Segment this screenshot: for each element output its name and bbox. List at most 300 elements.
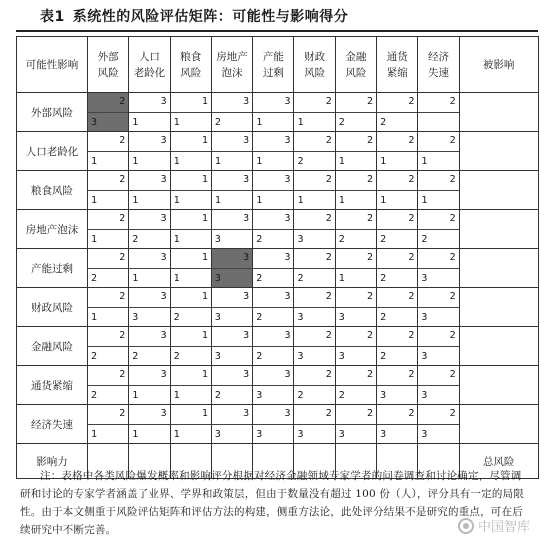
probability-score: 3 [297, 312, 304, 323]
matrix-cell [335, 171, 376, 210]
column-header-label [387, 49, 408, 81]
cell-divider [377, 190, 417, 191]
matrix-cell [211, 327, 252, 366]
matrix-cell [253, 171, 294, 210]
cell-divider [294, 346, 334, 347]
matrix-cell [377, 366, 418, 405]
affected-cell [459, 210, 538, 249]
cell-divider [418, 229, 458, 230]
affected-cell [459, 132, 538, 171]
cell-divider [294, 307, 334, 308]
impact-score: 2 [367, 96, 374, 107]
impact-score: 2 [449, 213, 456, 224]
column-header [377, 37, 418, 93]
cell-divider [171, 346, 211, 347]
probability-score: 2 [421, 234, 428, 245]
matrix-cell [294, 249, 335, 288]
cell-divider [377, 151, 417, 152]
matrix-cell [253, 210, 294, 249]
impact-score: 1 [201, 174, 208, 185]
probability-score: 2 [297, 273, 304, 284]
probability-score: 1 [91, 156, 98, 167]
impact-score: 2 [325, 408, 332, 419]
affected-cell [459, 93, 538, 132]
probability-score: 1 [421, 156, 428, 167]
impact-score: 2 [408, 252, 415, 263]
matrix-cell [129, 132, 170, 171]
matrix-cell [129, 93, 170, 132]
probability-score: 3 [338, 312, 345, 323]
cell-divider [212, 385, 252, 386]
note-text: 注：表格中各类风险爆发概率和影响评分根据对经济金融领域专家学者的问卷调查和讨论确定，尽管调研和讨论的专家学者涵盖了业界、学界和政策层，但由于数量没有超过 100 份（人），评分具有一定的局限性。由于本文侧重于风险评估矩阵和评估方法的构建，侧重方法论，此处评分结果不是研究的重点，可在后续研究中不断完善。 [20, 470, 524, 536]
matrix-cell [418, 93, 459, 132]
impact-score: 3 [160, 135, 167, 146]
table-title [40, 6, 348, 26]
matrix-cell [170, 366, 211, 405]
matrix-cell [170, 210, 211, 249]
matrix-cell [88, 132, 129, 171]
top-rule [16, 30, 538, 32]
column-header-line2: 风险 [97, 66, 119, 79]
impact-score: 3 [284, 135, 291, 146]
column-header [211, 37, 252, 93]
impact-score: 2 [119, 252, 126, 263]
impact-score: 2 [449, 291, 456, 302]
cell-divider [88, 346, 128, 347]
matrix-cell [377, 405, 418, 444]
column-header-line1: 通货 [386, 50, 408, 63]
impact-score: 3 [160, 369, 167, 380]
matrix-cell [253, 132, 294, 171]
probability-score: 1 [214, 156, 221, 167]
matrix-cell [294, 288, 335, 327]
cell-divider [336, 151, 376, 152]
probability-score: 1 [132, 117, 139, 128]
cell-divider [88, 190, 128, 191]
table-row [17, 132, 539, 171]
cell-divider [88, 268, 128, 269]
column-header-label [98, 49, 119, 81]
impact-score: 1 [201, 408, 208, 419]
matrix-cell [211, 93, 252, 132]
impact-score: 2 [408, 408, 415, 419]
probability-score: 2 [256, 351, 263, 362]
table-row [17, 210, 539, 249]
matrix-cell [88, 249, 129, 288]
matrix-cell [129, 210, 170, 249]
probability-score: 2 [380, 117, 387, 128]
impact-score: 1 [201, 369, 208, 380]
impact-score: 3 [243, 135, 250, 146]
column-header-line1: 房地产 [216, 50, 248, 63]
cell-divider [129, 151, 169, 152]
watermark-text: 中国智库 [477, 520, 530, 535]
probability-score: 3 [214, 234, 221, 245]
probability-score: 1 [173, 273, 180, 284]
matrix-cell [129, 366, 170, 405]
matrix-cell [129, 327, 170, 366]
probability-score: 3 [338, 351, 345, 362]
probability-score: 1 [91, 429, 98, 440]
cell-divider [212, 424, 252, 425]
cell-divider [171, 424, 211, 425]
impact-score: 2 [408, 213, 415, 224]
column-header-line1: 经济 [428, 50, 450, 63]
row-label: 产能过剩 [17, 249, 88, 288]
cell-divider [294, 268, 334, 269]
column-header-line1: 粮食 [180, 50, 202, 63]
cell-divider [171, 307, 211, 308]
row-label: 房地产泡沫 [17, 210, 88, 249]
matrix-cell [377, 132, 418, 171]
cell-divider [377, 268, 417, 269]
probability-score: 3 [421, 312, 428, 323]
table-row [17, 366, 539, 405]
matrix-cell [377, 249, 418, 288]
cell-divider [294, 190, 334, 191]
column-header [170, 37, 211, 93]
probability-score: 2 [380, 273, 387, 284]
impact-score: 2 [325, 330, 332, 341]
matrix-cell [335, 405, 376, 444]
risk-matrix-table [16, 36, 539, 479]
probability-score: 1 [132, 195, 139, 206]
impact-score: 2 [325, 291, 332, 302]
cell-divider [212, 229, 252, 230]
impact-score: 2 [449, 252, 456, 263]
column-header [335, 37, 376, 93]
column-header-label [180, 49, 201, 81]
cell-divider [212, 307, 252, 308]
impact-score: 3 [284, 369, 291, 380]
cell-divider [418, 424, 458, 425]
impact-score: 2 [408, 135, 415, 146]
cell-divider [129, 190, 169, 191]
affected-cell [459, 249, 538, 288]
impact-score: 1 [201, 135, 208, 146]
probability-score: 1 [91, 234, 98, 245]
probability-score: 3 [132, 312, 139, 323]
probability-score: 1 [256, 195, 263, 206]
probability-score: 1 [380, 195, 387, 206]
column-header-line1: 外部 [97, 50, 119, 63]
column-header-line1: 金融 [345, 50, 367, 63]
matrix-cell [418, 327, 459, 366]
matrix-cell [253, 405, 294, 444]
cell-divider [377, 385, 417, 386]
table-row [17, 327, 539, 366]
matrix-cell [170, 405, 211, 444]
matrix-cell [377, 327, 418, 366]
cell-divider [253, 190, 293, 191]
cell-divider [336, 346, 376, 347]
matrix-cell [129, 171, 170, 210]
affected-cell [459, 327, 538, 366]
matrix-cell [418, 366, 459, 405]
probability-score: 1 [173, 117, 180, 128]
cell-divider [336, 424, 376, 425]
probability-score: 1 [297, 195, 304, 206]
impact-score: 3 [160, 213, 167, 224]
cell-divider [294, 424, 334, 425]
cell-divider [88, 112, 128, 113]
impact-score: 2 [408, 96, 415, 107]
impact-score: 2 [367, 252, 374, 263]
impact-score: 3 [243, 408, 250, 419]
matrix-cell [294, 405, 335, 444]
matrix-cell [211, 210, 252, 249]
impact-score: 3 [160, 408, 167, 419]
impact-score: 3 [160, 174, 167, 185]
cell-divider [294, 112, 334, 113]
column-header-line2: 风险 [345, 66, 367, 79]
matrix-cell [170, 171, 211, 210]
affected-header: 被影响 [459, 37, 538, 93]
impact-score: 3 [243, 291, 250, 302]
impact-score: 3 [243, 96, 250, 107]
column-header-line2: 过剩 [262, 66, 284, 79]
matrix-cell [335, 132, 376, 171]
cell-divider [171, 268, 211, 269]
cell-divider [418, 268, 458, 269]
matrix-cell [377, 288, 418, 327]
probability-score: 2 [173, 312, 180, 323]
column-header-label [428, 49, 449, 81]
matrix-cell [294, 327, 335, 366]
row-label: 财政风险 [17, 288, 88, 327]
row-label: 外部风险 [17, 93, 88, 132]
matrix-cell [335, 93, 376, 132]
column-header-line2: 泡沫 [221, 66, 243, 79]
cell-divider [88, 151, 128, 152]
impact-score: 1 [201, 291, 208, 302]
probability-score: 2 [380, 312, 387, 323]
matrix-cell [294, 171, 335, 210]
cell-divider [129, 385, 169, 386]
impact-score: 3 [284, 213, 291, 224]
cell-divider [212, 151, 252, 152]
matrix-cell [335, 366, 376, 405]
cell-divider [377, 229, 417, 230]
probability-score: 3 [214, 312, 221, 323]
cell-divider [377, 112, 417, 113]
cell-divider [171, 190, 211, 191]
impact-score: 2 [119, 213, 126, 224]
matrix-cell [211, 405, 252, 444]
impact-score: 2 [119, 408, 126, 419]
probability-score: 2 [91, 351, 98, 362]
matrix-cell [211, 366, 252, 405]
column-header-label [304, 49, 325, 81]
matrix-cell [88, 366, 129, 405]
probability-score: 1 [132, 429, 139, 440]
matrix-cell [253, 249, 294, 288]
matrix-cell [211, 132, 252, 171]
column-header-label [345, 49, 366, 81]
matrix-cell [294, 132, 335, 171]
probability-score: 2 [338, 117, 345, 128]
probability-score: 3 [380, 429, 387, 440]
row-label: 人口老龄化 [17, 132, 88, 171]
impact-score: 2 [449, 408, 456, 419]
probability-score: 1 [256, 156, 263, 167]
affected-cell [459, 405, 538, 444]
column-header-label [216, 49, 248, 81]
probability-score: 3 [297, 234, 304, 245]
probability-score: 3 [297, 351, 304, 362]
column-header-label [263, 49, 284, 81]
impact-score: 3 [284, 408, 291, 419]
probability-score: 1 [297, 117, 304, 128]
probability-score: 2 [297, 390, 304, 401]
matrix-cell [335, 210, 376, 249]
cell-divider [129, 112, 169, 113]
probability-score: 2 [91, 390, 98, 401]
matrix-cell [418, 132, 459, 171]
impact-score: 2 [367, 213, 374, 224]
cell-divider [418, 112, 458, 113]
matrix-cell [88, 171, 129, 210]
matrix-cell [88, 327, 129, 366]
cell-divider [418, 346, 458, 347]
matrix-cell [418, 210, 459, 249]
table-number: 表1 [40, 9, 65, 25]
table-row [17, 249, 539, 288]
column-header-line1: 人口 [138, 50, 160, 63]
cell-divider [336, 112, 376, 113]
probability-score: 2 [173, 351, 180, 362]
probability-score: 3 [256, 390, 263, 401]
affected-cell [459, 288, 538, 327]
corner-header: 可能性影响 [17, 37, 88, 93]
impact-score: 2 [408, 369, 415, 380]
cell-divider [253, 229, 293, 230]
probability-score: 3 [380, 390, 387, 401]
matrix-cell [294, 210, 335, 249]
cell-divider [88, 424, 128, 425]
matrix-cell [88, 210, 129, 249]
matrix-cell [170, 132, 211, 171]
impact-score: 3 [284, 174, 291, 185]
probability-score: 2 [256, 273, 263, 284]
probability-score: 3 [421, 351, 428, 362]
probability-score: 2 [132, 234, 139, 245]
impact-score: 2 [119, 330, 126, 341]
probability-score: 1 [91, 195, 98, 206]
cell-divider [129, 346, 169, 347]
affected-cell [459, 171, 538, 210]
impact-score: 3 [243, 369, 250, 380]
cell-divider [171, 151, 211, 152]
cell-divider [418, 385, 458, 386]
probability-score: 2 [297, 156, 304, 167]
impact-score: 2 [325, 96, 332, 107]
impact-score: 3 [243, 213, 250, 224]
probability-score: 1 [173, 234, 180, 245]
probability-score: 3 [91, 117, 98, 128]
probability-score: 3 [297, 429, 304, 440]
cell-divider [294, 385, 334, 386]
row-label: 通货紧缩 [17, 366, 88, 405]
cell-divider [336, 229, 376, 230]
probability-score: 2 [91, 273, 98, 284]
impact-score: 2 [325, 174, 332, 185]
cell-divider [253, 307, 293, 308]
matrix-cell [253, 93, 294, 132]
impact-score: 2 [408, 291, 415, 302]
cell-divider [418, 190, 458, 191]
impact-score: 2 [408, 330, 415, 341]
impact-score: 2 [367, 369, 374, 380]
impact-score: 3 [160, 291, 167, 302]
header-row [17, 37, 539, 93]
probability-score: 1 [173, 195, 180, 206]
matrix-cell [377, 210, 418, 249]
matrix-cell [88, 405, 129, 444]
matrix-cell [294, 93, 335, 132]
probability-score: 2 [256, 312, 263, 323]
cell-divider [129, 268, 169, 269]
cell-divider [336, 307, 376, 308]
probability-score: 1 [173, 390, 180, 401]
probability-score: 1 [338, 156, 345, 167]
table-title-text: 系统性的风险评估矩阵：可能性与影响得分 [72, 9, 349, 25]
cell-divider [212, 268, 252, 269]
impact-score: 2 [367, 408, 374, 419]
column-header [129, 37, 170, 93]
column-header-label [134, 49, 166, 81]
table-row [17, 288, 539, 327]
cell-divider [88, 229, 128, 230]
matrix-cell [211, 288, 252, 327]
column-header-line2: 紧缩 [386, 66, 408, 79]
impact-score: 3 [284, 291, 291, 302]
probability-score: 1 [338, 273, 345, 284]
cell-divider [294, 229, 334, 230]
matrix-cell [129, 249, 170, 288]
cell-divider [418, 307, 458, 308]
column-header-line2: 老龄化 [133, 66, 166, 79]
probability-score: 1 [132, 390, 139, 401]
column-header-line1: 财政 [304, 50, 326, 63]
matrix-cell [335, 327, 376, 366]
column-header [88, 37, 129, 93]
cell-divider [88, 307, 128, 308]
probability-score: 3 [214, 273, 221, 284]
probability-score: 2 [380, 234, 387, 245]
probability-score: 2 [214, 117, 221, 128]
impact-score: 2 [449, 369, 456, 380]
cell-divider [212, 190, 252, 191]
affected-cell [459, 366, 538, 405]
cell-divider [377, 424, 417, 425]
row-label: 金融风险 [17, 327, 88, 366]
probability-score: 1 [421, 195, 428, 206]
column-header-line1: 产能 [262, 50, 284, 63]
impact-score: 2 [449, 96, 456, 107]
cell-divider [212, 346, 252, 347]
probability-score: 2 [132, 351, 139, 362]
matrix-cell [88, 288, 129, 327]
table-row [17, 93, 539, 132]
probability-score: 3 [421, 273, 428, 284]
impact-score: 2 [325, 213, 332, 224]
probability-score: 3 [214, 351, 221, 362]
probability-score: 3 [421, 390, 428, 401]
probability-score: 1 [380, 156, 387, 167]
probability-score: 1 [173, 429, 180, 440]
column-header-line2: 失速 [428, 66, 450, 79]
